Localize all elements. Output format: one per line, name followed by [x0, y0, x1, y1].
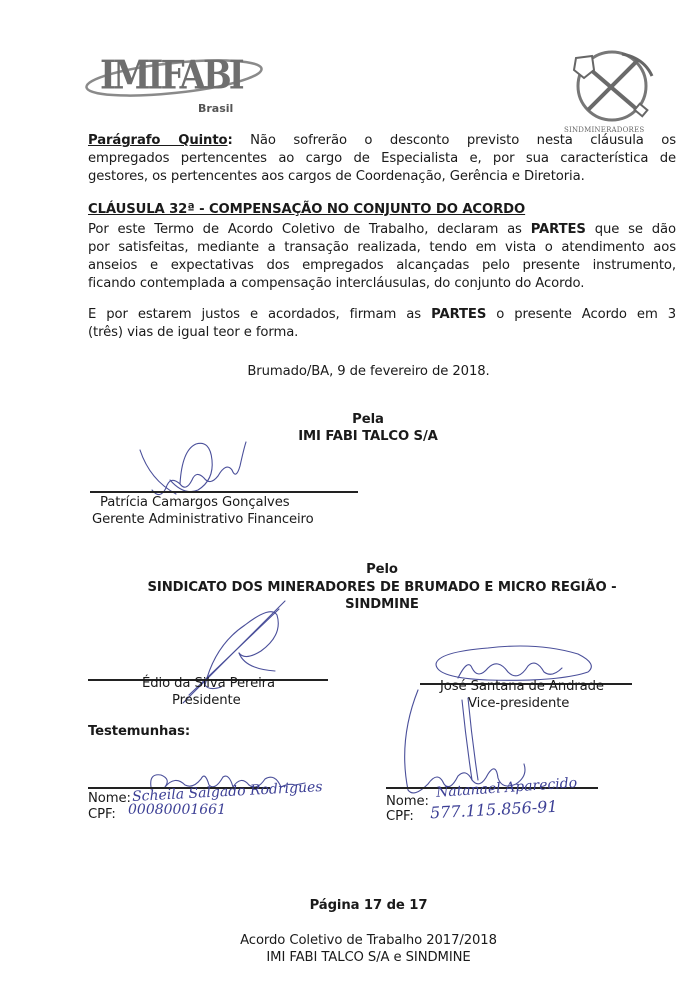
witness-1-cpf-label: CPF: [88, 807, 116, 822]
witness-2-name: Natanael Aparecido [435, 775, 578, 801]
witness-2-cpf-label: CPF: [386, 809, 414, 824]
witness-1-name: Scheila Salgado Rodrigues [131, 779, 323, 805]
footer-line-2: IMI FABI TALCO S/A e SINDMINE [266, 950, 471, 965]
union-name-line-2: SINDMINE [345, 597, 419, 612]
edio-name: Édio da Silva Pereira [142, 676, 275, 691]
witnesses-title: Testemunhas: [88, 724, 191, 739]
union-name-line-1: SINDICATO DOS MINERADORES DE BRUMADO E MICRO REGIÃO - [147, 580, 617, 595]
clausula-title: CLÁUSULA 32ª - COMPENSAÇÃO NO CONJUNTO DO ACORDO [88, 202, 526, 217]
clausula-p2-line-1: E por estarem justos e acordados, firmam as PARTES o presente Acordo em 3 [88, 307, 677, 322]
edio-role: Presidente [172, 693, 241, 708]
paragrafo-quinto [88, 132, 676, 186]
clausula-p1-line-4: ficando contemplada a compensação intercláusulas, do conjunto do Acordo. [88, 276, 585, 291]
shovel-and-pickaxe-icon [560, 48, 670, 128]
signature-line-patricia [90, 491, 358, 493]
patricia-role: Gerente Administrativo Financeiro [92, 512, 314, 527]
paragrafo-quinto-label: Parágrafo Quinto [88, 133, 228, 148]
imifabi-subtitle: Brasil [198, 102, 234, 115]
footer-line-1: Acordo Coletivo de Trabalho 2017/2018 [240, 933, 497, 948]
clausula-p1-line-3: anseios e expectativas dos empregados alcançadas pelo presente instrumento, [88, 258, 676, 273]
company-name: IMI FABI TALCO S/A [298, 429, 438, 444]
clausula-paragraph-1 [88, 221, 676, 293]
witness-1-name-label: Nome: [88, 791, 131, 806]
witness-1-cpf: 00080001661 [128, 802, 226, 818]
paragrafo-quinto-line-3: gestores, os pertencentes aos cargos de Coordenação, Gerência e Diretoria. [88, 169, 585, 184]
clausula-p1-line-1: Por este Termo de Acordo Coletivo de Trabalho, declaram as PARTES que se dão [88, 222, 676, 237]
imifabi-wordmark: IMIFABI [100, 53, 242, 99]
place-date: Brumado/BA, 9 de fevereiro de 2018. [247, 364, 490, 379]
imifabi-logo [82, 48, 272, 118]
witness-2-name-label: Nome: [386, 794, 429, 809]
union-label: Pelo [366, 562, 398, 577]
sindmineradores-caption: SINDMINERADORES [564, 126, 645, 134]
witness-2-cpf: 577.115.856-91 [429, 796, 558, 823]
clausula-paragraph-2 [88, 306, 676, 342]
page-number: Página 17 de 17 [309, 898, 428, 913]
jose-name: José Santana de Andrade [440, 679, 604, 694]
jose-role: Vice-presidente [468, 696, 570, 711]
clausula-p2-line-2: (três) vias de igual teor e forma. [88, 325, 299, 340]
paragrafo-quinto-line-1: Parágrafo Quinto: Não sofrerão o desconto previsto nesta cláusula os [88, 133, 676, 148]
sindmineradores-logo [560, 48, 670, 140]
clausula-p1-line-2: por satisfeitas, mediante a transação realizada, tendo em vista o atendimento aos [88, 240, 676, 255]
company-label: Pela [352, 412, 384, 427]
paragrafo-quinto-line-2: empregados pertencentes ao cargo de Especialista e, por sua característica de [88, 151, 676, 166]
patricia-name: Patrícia Camargos Gonçalves [100, 495, 290, 510]
